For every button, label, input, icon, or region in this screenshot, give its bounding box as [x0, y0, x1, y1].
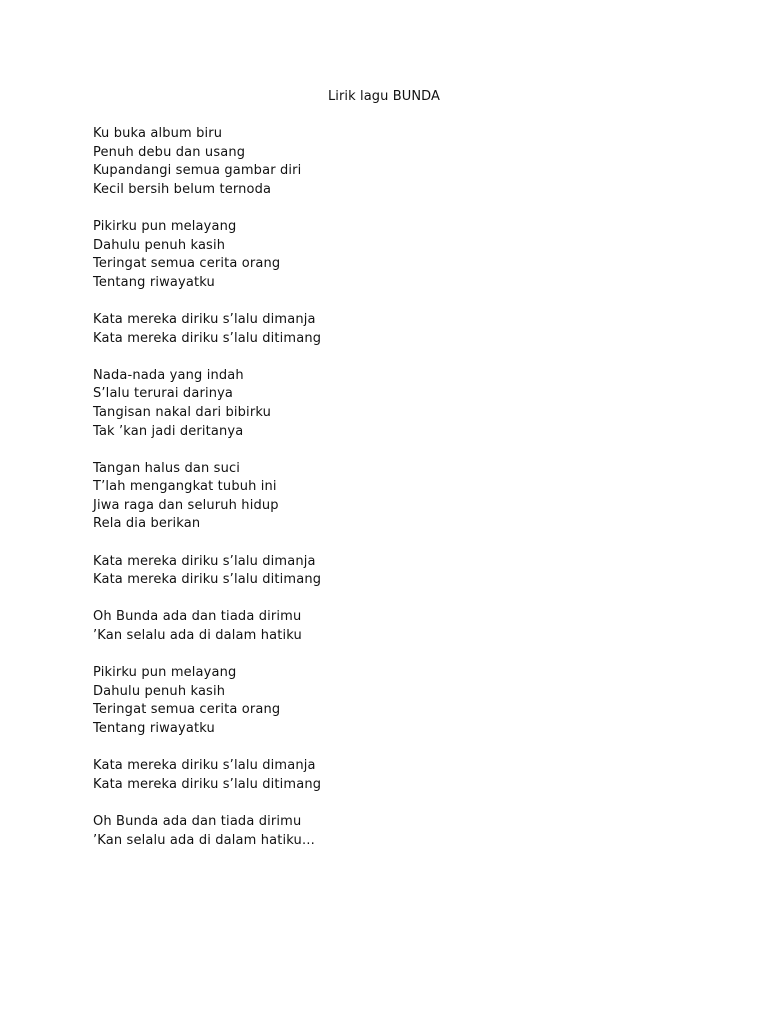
stanza-4: [93, 367, 653, 441]
lyric-line: Teringat semua cerita orang: [93, 256, 281, 272]
stanza-7: [93, 608, 653, 645]
stanza-8: [93, 664, 653, 738]
lyric-line: Kata mereka diriku s’lalu dimanja: [93, 553, 316, 569]
stanza-5: [93, 460, 653, 534]
lyric-line: T’lah mengangkat tubuh ini: [93, 479, 277, 495]
lyric-line: Kata mereka diriku s’lalu dimanja: [93, 758, 316, 774]
lyric-line: Tentang riwayatku: [93, 721, 215, 736]
stanza-6: [93, 553, 653, 590]
stanza-10: [93, 813, 653, 850]
stanza-1: [93, 125, 653, 199]
stanza-3: [93, 311, 653, 348]
lyric-line: Kata mereka diriku s’lalu ditimang: [93, 330, 322, 346]
stanza-2: [93, 218, 653, 292]
lyric-line: Tentang riwayatku: [93, 274, 215, 290]
lyric-line: Oh Bunda ada dan tiada dirimu: [93, 813, 302, 829]
lyric-line: Dahulu penuh kasih: [93, 237, 226, 253]
lyric-line: Teringat semua cerita orang: [93, 702, 281, 718]
lyric-line: Pikirku pun melayang: [93, 218, 237, 234]
lyric-line: Kata mereka diriku s’lalu dimanja: [93, 311, 316, 327]
lyric-line: Tak ’kan jadi deritanya: [93, 423, 244, 439]
lyric-line: Oh Bunda ada dan tiada dirimu: [93, 609, 302, 625]
document-title: Lirik lagu BUNDA: [327, 89, 441, 104]
lyric-line: ’Kan selalu ada di dalam hatiku…: [93, 832, 316, 848]
lyric-line: Pikirku pun melayang: [93, 665, 237, 681]
stanza-9: [93, 757, 653, 794]
lyric-line: Dahulu penuh kasih: [93, 683, 226, 699]
lyric-line: Nada-nada yang indah: [93, 367, 244, 383]
lyric-line: Kata mereka diriku s’lalu ditimang: [93, 572, 322, 588]
lyric-line: S’lalu terurai darinya: [93, 386, 234, 402]
lyric-line: Tangan halus dan suci: [93, 460, 241, 476]
lyric-line: Jiwa raga dan seluruh hidup: [93, 497, 279, 513]
lyric-line: Penuh debu dan usang: [93, 144, 246, 160]
lyric-line: Kupandangi semua gambar diri: [93, 163, 302, 179]
lyric-line: ’Kan selalu ada di dalam hatiku: [93, 628, 302, 644]
lyric-line: Tangisan nakal dari bibirku: [93, 404, 271, 420]
lyric-line: Kecil bersih belum ternoda: [93, 181, 272, 197]
lyrics-body: [93, 125, 653, 869]
lyric-line: Rela dia berikan: [93, 516, 201, 532]
lyric-line: Kata mereka diriku s’lalu ditimang: [93, 776, 322, 792]
lyric-line: Ku buka album biru: [93, 126, 223, 141]
